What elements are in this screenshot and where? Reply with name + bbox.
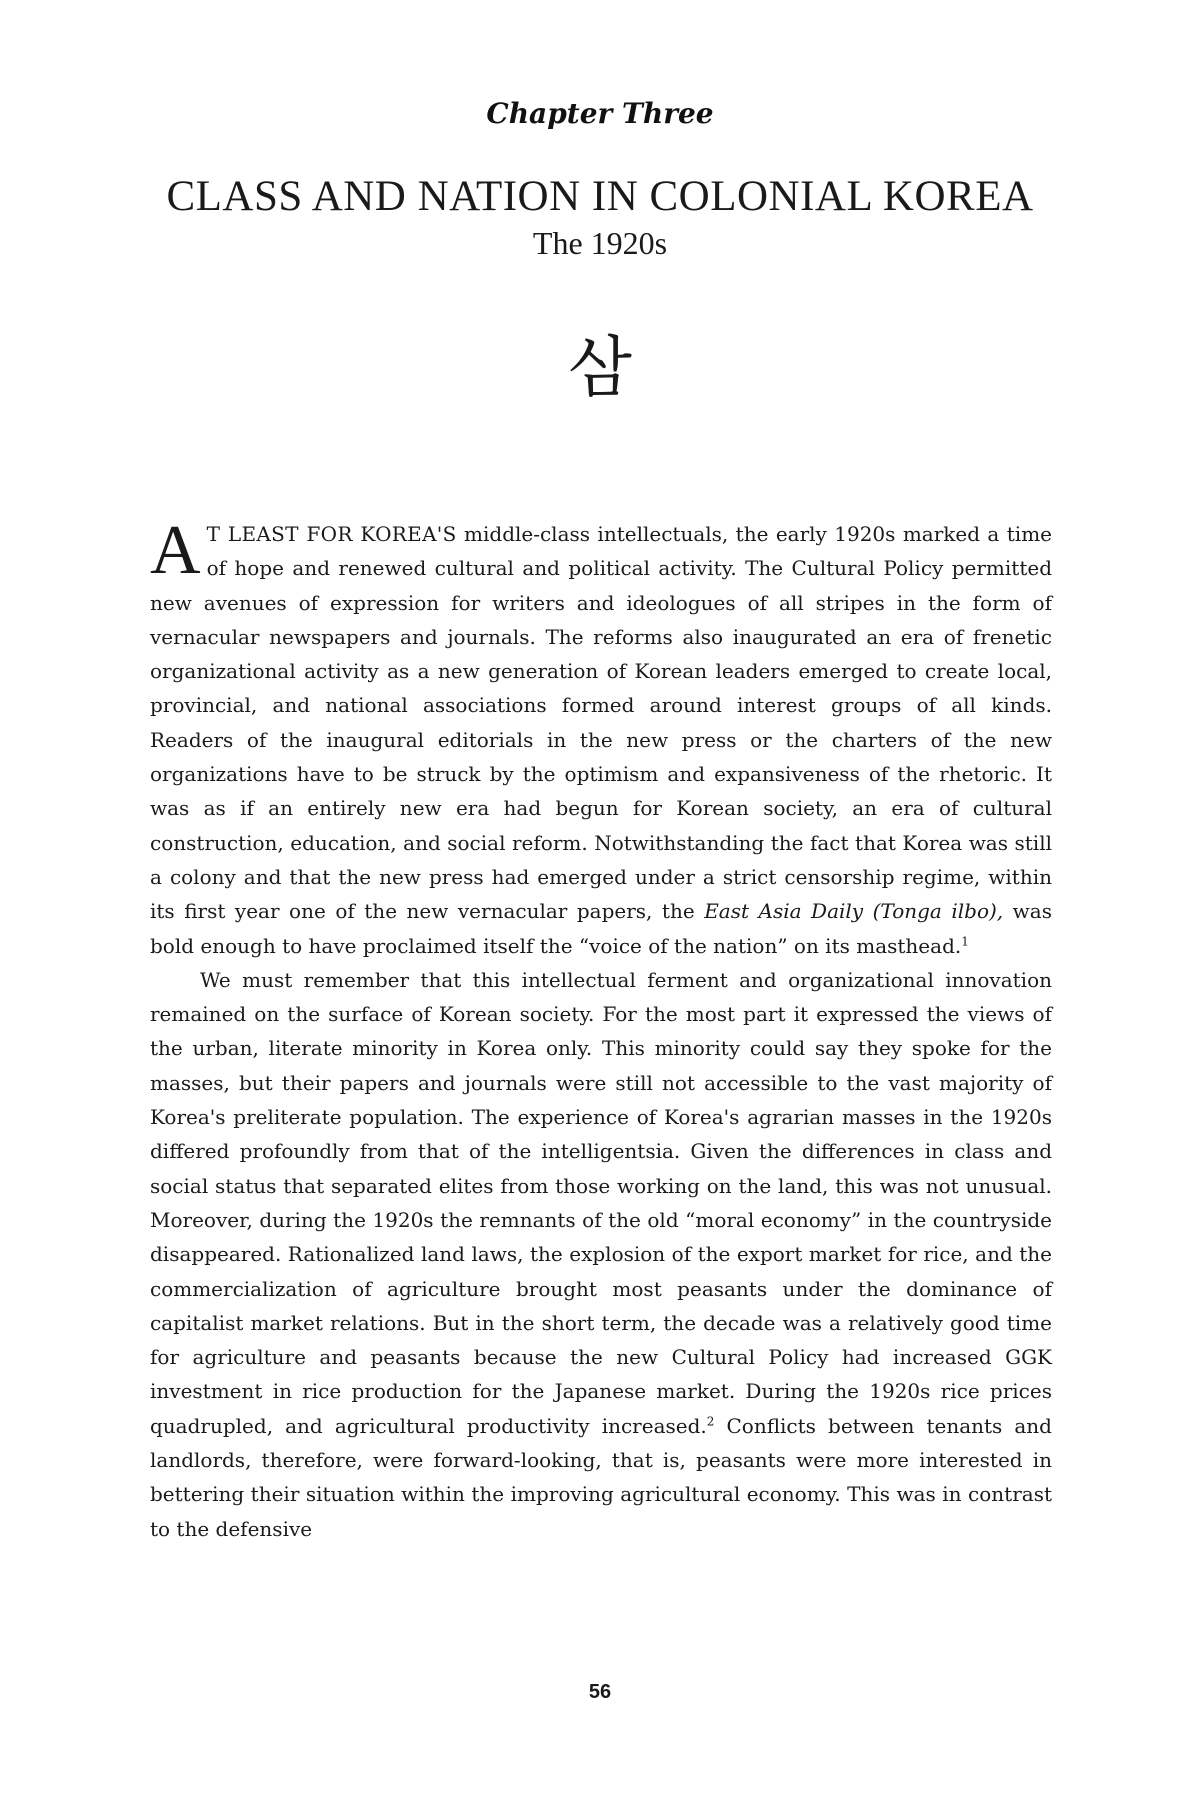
paragraph-2-text-b: Conflicts between tenants and landlords, therefore, were forward-looking, that is, peasants were more interested in bettering their situation within the improving agricultural economy. This was in contrast to the defensive	[150, 1413, 1052, 1541]
paragraph-2-text-a: We must remember that this intellectual ferment and organizational innovation remained on the surface of Korean society. For the most part it expressed the views of the urban, literate minority in Korea only. This minority could say they spoke for the masses, but their papers and journals were still not accessible to the vast majority of Korea's preliterate population. The experience of Korea's agrarian masses in the 1920s differed profoundly from that of the intelligentsia. Given the differences in class and social status that separated elites from those working on the land, this was not unusual. Moreover, during the 1920s the remnants of the old “moral economy” in the countryside disappeared. Rationalized land laws, the explosion of the export market for rice, and the commercialization of agriculture brought most peasants under the dominance of capitalist market relations. But in the short term, the decade was a relatively good time for agriculture and peasants because the new Cultural Policy had increased GGK investment in rice production for the Japanese market. During the 1920s rice prices quadrupled, and agricultural productivity increased.	[150, 967, 1052, 1438]
chapter-subtitle: The 1920s	[532, 225, 668, 261]
paragraph-1	[150, 512, 1052, 963]
chapter-label: Chapter Three	[486, 97, 714, 130]
body-text	[150, 512, 1052, 1546]
footnote-marker-1[interactable]: 1	[961, 933, 969, 948]
drop-cap: A	[150, 512, 201, 589]
paragraph-1-text-b: was bold enough to have proclaimed itself the “voice of the nation” on its masthead.	[150, 899, 1052, 958]
chapter-title: CLASS AND NATION IN COLONIAL KOREA	[166, 173, 1034, 220]
paragraph-2	[150, 963, 1052, 1546]
footnote-marker-2[interactable]: 2	[706, 1414, 715, 1429]
newspaper-title: East Asia Daily (Tonga ilbo),	[704, 899, 1004, 924]
lead-in-caps: T LEAST FOR KOREA'S	[206, 522, 457, 546]
page-number: 56	[588, 1681, 612, 1703]
paragraph-1-text-a: middle-class intellectuals, the early 1920s marked a time of hope and renewed cultural and political activity. The Cultural Policy permitted new avenues of expression for writers and ideologues of all stripes in the form of vernacular newspapers and journals. The reforms also inaugurated an era of frenetic organizational activity as a new generation of Korean leaders emerged to create local, provincial, and national associations formed around interest groups of all kinds. Readers of the inaugural editorials in the new press or the charters of the new organizations have to be struck by the optimism and expansiveness of the rhetoric. It was as if an entirely new era had begun for Korean society, an era of cultural construction, education, and social reform. Notwithstanding the fact that Korea was still a colony and that the new press had emerged under a strict censorship regime, within its first year one of the new vernacular papers, the	[150, 522, 1052, 924]
hangul-ornament: 삼	[568, 329, 632, 406]
